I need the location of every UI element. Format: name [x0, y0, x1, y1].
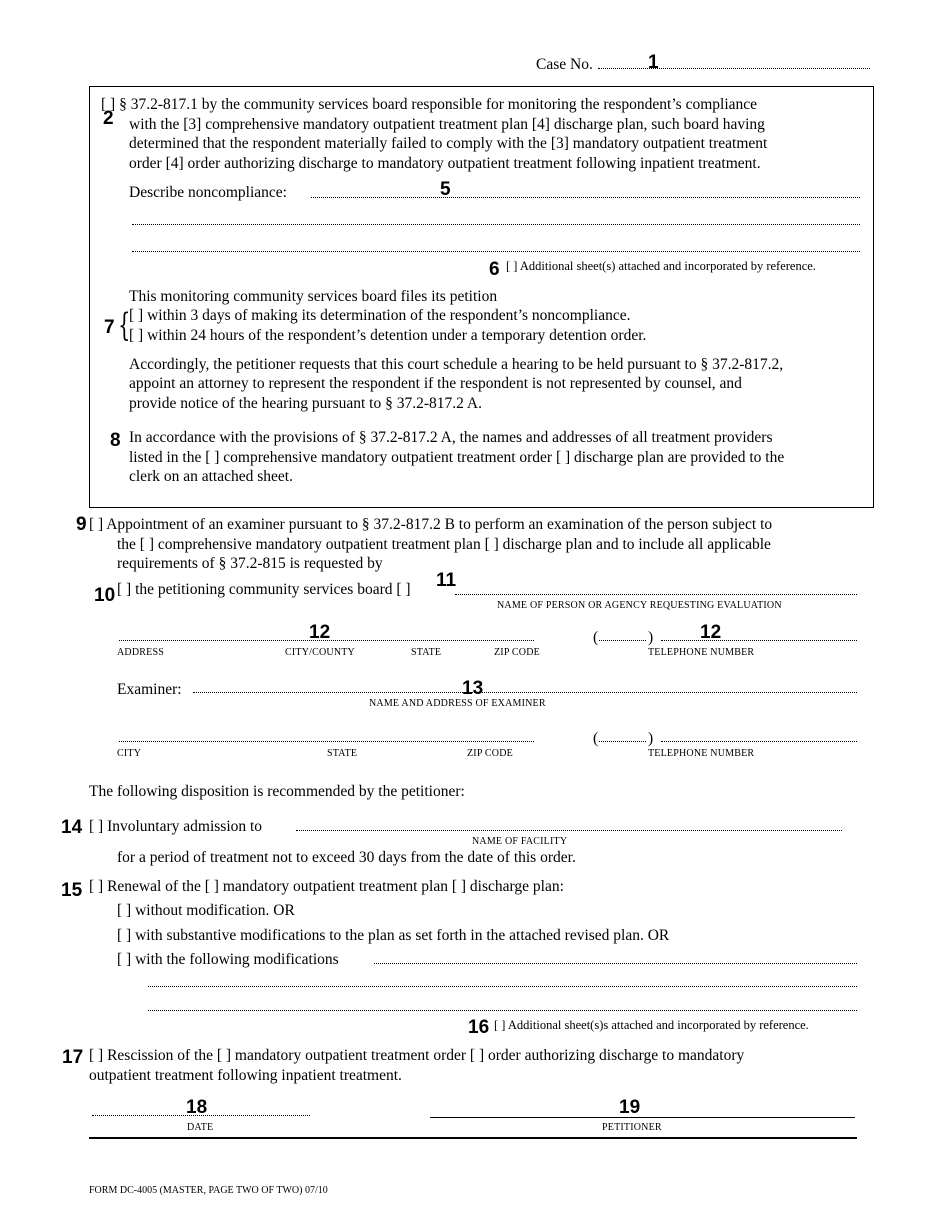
petitioner-caption: PETITIONER	[602, 1122, 662, 1133]
examiner-phone-field[interactable]	[661, 741, 857, 742]
caption-city-county: CITY/COUNTY	[285, 647, 355, 658]
examiner-area-code-field[interactable]	[599, 741, 646, 742]
examiner-name-field[interactable]	[193, 692, 857, 693]
date-marker: 18	[186, 1097, 208, 1118]
petitioner-signature-line[interactable]	[430, 1117, 855, 1118]
rescission-checkbox[interactable]: [ ] Rescission of the [ ] mandatory outpatient treatment order [ ] order authorizing discharge to mandatory	[89, 1047, 745, 1064]
area-code-open-paren: (	[593, 629, 599, 646]
section-a-line-1[interactable]: [ ] § 37.2-817.1 by the community services board responsible for monitoring the respondent’s compliance	[101, 96, 758, 113]
renewal-option-following-modifications[interactable]: [ ] with the following modifications	[117, 951, 339, 968]
renewal-marker: 15	[61, 880, 83, 901]
modifications-line-2[interactable]	[148, 986, 857, 987]
request-line-1: Accordingly, the petitioner requests that this court schedule a hearing to be held pursuant to § 37.2-817.2,	[129, 356, 784, 373]
files-petition-intro: This monitoring community services board files its petition	[129, 288, 498, 305]
caption-zip: ZIP CODE	[494, 647, 540, 658]
phone-marker: 12	[700, 622, 722, 643]
additional-sheets-marker: 6	[489, 259, 500, 280]
examiner-marker: 13	[462, 678, 484, 699]
involuntary-admission-checkbox[interactable]: [ ] Involuntary admission to	[89, 818, 263, 835]
examiner-appointment-line-3: requirements of § 37.2-815 is requested by	[117, 555, 383, 572]
admission-marker: 14	[61, 817, 83, 838]
modifications-line-1[interactable]	[374, 963, 857, 964]
caption-zip-2: ZIP CODE	[467, 748, 513, 759]
requester-area-code-field[interactable]	[599, 640, 646, 641]
section-a-line-4[interactable]: order [4] order authorizing discharge to mandatory outpatient treatment following inpatient treatment.	[129, 155, 761, 172]
form-id: FORM DC-4005 (MASTER, PAGE TWO OF TWO) 07/10	[89, 1185, 328, 1196]
area-code-open-paren-2: (	[593, 730, 599, 747]
caption-city: CITY	[117, 748, 142, 759]
timing-marker: 7	[104, 317, 115, 338]
examiner-appointment-line-1[interactable]: [ ] Appointment of an examiner pursuant to § 37.2-817.2 B to perform an examination of the person subject to	[89, 516, 773, 533]
timing-option-24-hours[interactable]: [ ] within 24 hours of the respondent’s detention under a temporary detention order.	[129, 327, 647, 344]
caption-phone-2: TELEPHONE NUMBER	[648, 748, 755, 759]
caption-address: ADDRESS	[117, 647, 164, 658]
requester-phone-field[interactable]	[661, 640, 857, 641]
brace-symbol: {	[118, 306, 131, 344]
timing-option-3-days[interactable]: [ ] within 3 days of making its determination of the respondent’s noncompliance.	[129, 307, 631, 324]
disposition-intro: The following disposition is recommended by the petitioner:	[89, 783, 465, 800]
area-code-close-paren: )	[648, 629, 654, 646]
petitioning-board-checkbox[interactable]: [ ] the petitioning community services board [ ]	[117, 581, 411, 598]
renewal-option-without-modification[interactable]: [ ] without modification. OR	[117, 902, 295, 919]
case-no-label: Case No.	[536, 56, 593, 73]
address-marker: 12	[309, 622, 331, 643]
caption-phone: TELEPHONE NUMBER	[648, 647, 755, 658]
noncompliance-line-1[interactable]	[311, 197, 860, 198]
examiner-caption: NAME AND ADDRESS OF EXAMINER	[369, 698, 546, 709]
noncompliance-line-2[interactable]	[132, 224, 860, 225]
examiner-appointment-marker: 9	[76, 514, 87, 535]
examiner-label: Examiner:	[117, 681, 182, 698]
rescission-marker: 17	[62, 1047, 84, 1068]
renewal-checkbox[interactable]: [ ] Renewal of the [ ] mandatory outpatient treatment plan [ ] discharge plan:	[89, 878, 564, 895]
renewal-option-substantive-modifications[interactable]: [ ] with substantive modifications to the plan as set forth in the attached revised plan. OR	[117, 927, 670, 944]
describe-noncompliance-label: Describe noncompliance:	[129, 184, 287, 201]
examiner-appointment-line-2[interactable]: the [ ] comprehensive mandatory outpatient treatment plan [ ] discharge plan and to include all applicable	[117, 536, 771, 553]
providers-line-3: clerk on an attached sheet.	[129, 468, 293, 485]
providers-line-1: In accordance with the provisions of § 37.2-817.2 A, the names and addresses of all treatment providers	[129, 429, 773, 446]
rescission-line-2: outpatient treatment following inpatient treatment.	[89, 1067, 402, 1084]
section-a-line-2[interactable]: with the [3] comprehensive mandatory outpatient treatment plan [4] discharge plan, such board having	[129, 116, 765, 133]
bottom-rule	[89, 1137, 857, 1139]
request-line-2: appoint an attorney to represent the respondent if the respondent is not represented by counsel, and	[129, 375, 742, 392]
describe-marker: 5	[440, 179, 451, 200]
examiner-city-field[interactable]	[119, 741, 534, 742]
area-code-close-paren-2: )	[648, 730, 654, 747]
caption-state-2: STATE	[327, 748, 358, 759]
noncompliance-line-3[interactable]	[132, 251, 860, 252]
case-no-marker: 1	[648, 52, 659, 73]
requester-marker: 10	[94, 585, 116, 606]
additional-sheets-2-marker: 16	[468, 1017, 490, 1038]
petitioner-marker: 19	[619, 1097, 641, 1118]
additional-sheets-2-checkbox[interactable]: [ ] Additional sheet(s)s attached and incorporated by reference.	[494, 1018, 809, 1032]
additional-sheets-checkbox[interactable]: [ ] Additional sheet(s) attached and incorporated by reference.	[506, 259, 816, 273]
section-a-marker: 2	[103, 108, 114, 129]
case-no-field[interactable]	[598, 68, 870, 69]
modifications-line-3[interactable]	[148, 1010, 857, 1011]
facility-caption: NAME OF FACILITY	[472, 836, 568, 847]
requester-name-field[interactable]	[455, 594, 857, 595]
providers-line-2[interactable]: listed in the [ ] comprehensive mandatory outpatient treatment order [ ] discharge plan are provided to the	[129, 449, 785, 466]
request-line-3: provide notice of the hearing pursuant to § 37.2-817.2 A.	[129, 395, 482, 412]
facility-name-field[interactable]	[296, 830, 842, 831]
caption-state: STATE	[411, 647, 442, 658]
section-a-line-3[interactable]: determined that the respondent materially failed to comply with the [3] mandatory outpatient treatment	[129, 135, 768, 152]
requester-caption: NAME OF PERSON OR AGENCY REQUESTING EVALUATION	[497, 600, 782, 611]
providers-marker: 8	[110, 430, 121, 451]
admission-period: for a period of treatment not to exceed 30 days from the date of this order.	[117, 849, 576, 866]
other-requester-marker: 11	[436, 570, 457, 591]
date-caption: DATE	[187, 1122, 214, 1133]
